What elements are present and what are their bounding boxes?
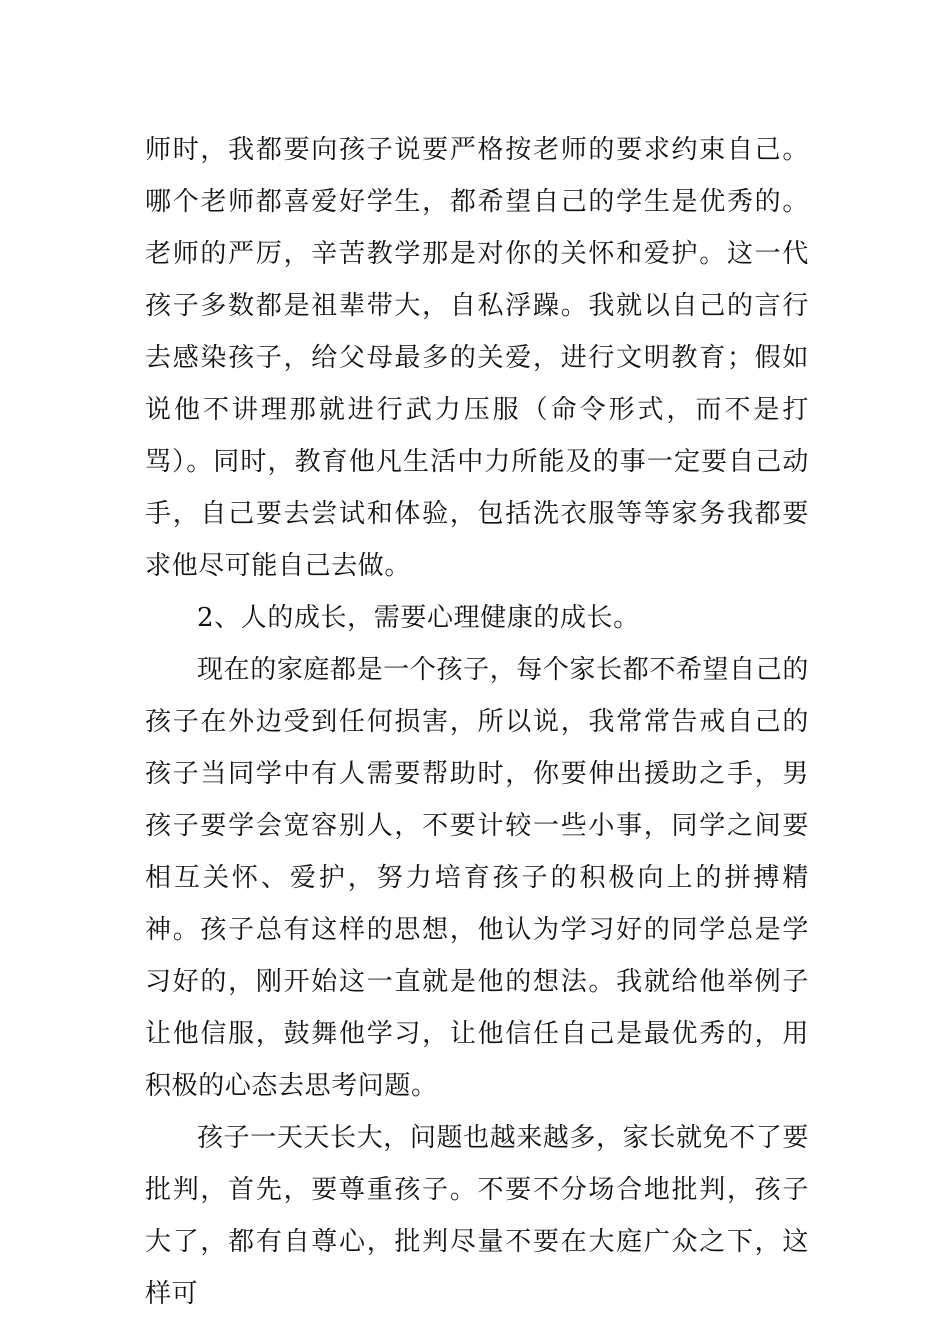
paragraph: 现在的家庭都是一个孩子，每个家长都不希望自己的孩子在外边受到任何损害，所以说，我常常告戒自己的孩子当同学中有人需要帮助时，你要伸出援助之手，男孩子要学会宽容别人，不要计较一些小事，同学之间要相互关怀、爱护，努力培育孩子的积极向上的拼搏精神。孩子总有这样的思想，他认为学习好的同学总是学习好的，刚开始这一直就是他的想法。我就给他举例子让他信服，鼓舞他学习，让他信任自己是最优秀的，用积极的心态去思考问题。 <box>145 655 809 1101</box>
paragraph-continuation: 师时，我都要向孩子说要严格按老师的要求约束自己。哪个老师都喜爱好学生，都希望自己的学生是优秀的。老师的严厉，辛苦教学那是对你的关怀和爱护。这一代孩子多数都是祖辈带大，自私浮躁。我就以自己的言行去感染孩子，给父母最多的关爱，进行文明教育；假如说他不讲理那就进行武力压服（命令形式，而不是打骂）。同时，教育他凡生活中力所能及的事一定要自己动手，自己要去尝试和体验，包括洗衣服等等家务我都要求他尽可能自己去做。 <box>145 135 809 581</box>
section-heading: 2、人的成长，需要心理健康的成长。 <box>197 603 640 633</box>
document-body <box>145 124 809 1320</box>
paragraph: 孩子一天天长大，问题也越来越多，家长就免不了要批判，首先，要尊重孩子。不要不分场合地批判，孩子大了，都有自尊心，批判尽量不要在大庭广众之下，这样可 <box>145 1123 809 1309</box>
